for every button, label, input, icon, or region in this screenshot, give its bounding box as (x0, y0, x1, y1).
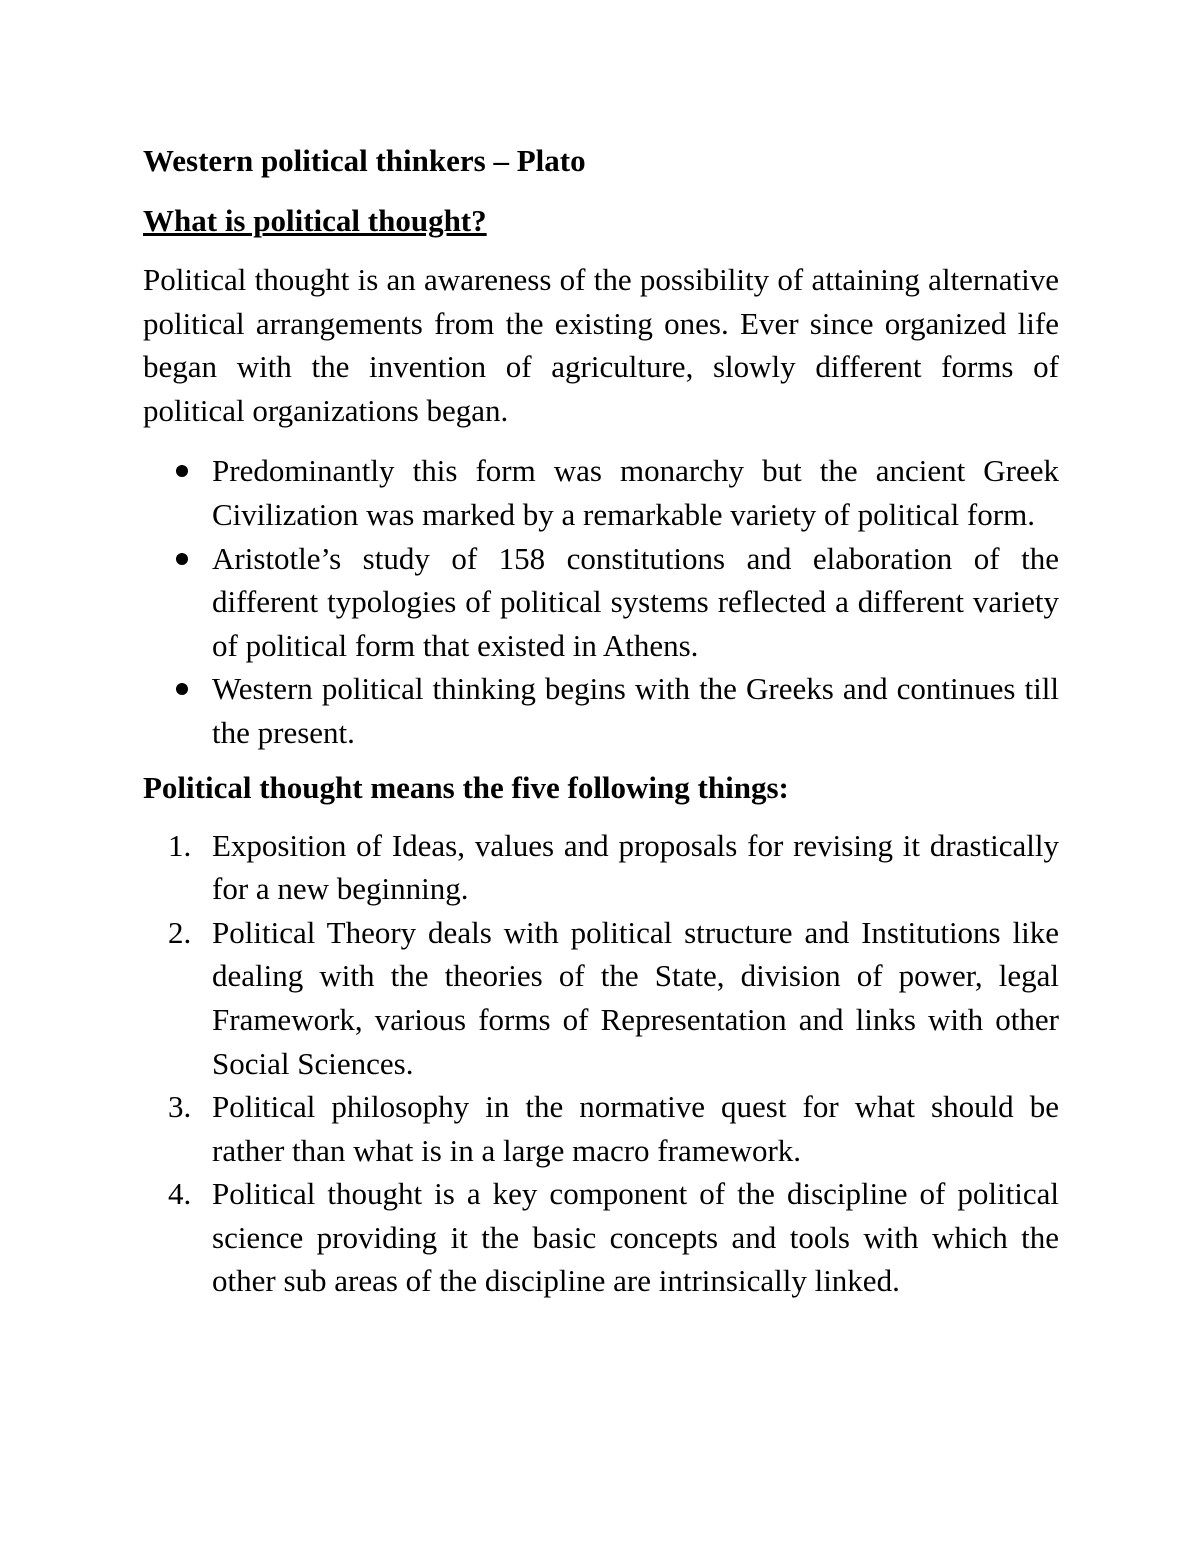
list-item (143, 667, 1059, 754)
list-item-text: Political Theory deals with political structure and Institutions like dealing with the theories of the State, division of power, legal Framework, various forms of Representation and links with other Social Sciences. (212, 914, 1059, 1081)
list-item (143, 824, 1059, 911)
list-number: 2. (168, 914, 192, 950)
list-number: 3. (168, 1089, 192, 1125)
list-item-text: Western political thinking begins with the Greeks and continues till the present. (212, 671, 1059, 750)
list-item-text: Political philosophy in the normative quest for what should be rather than what is in a large macro framework. (212, 1089, 1059, 1168)
list-item (143, 449, 1059, 536)
document-title: Western political thinkers – Plato (143, 143, 586, 178)
list-item (143, 1172, 1059, 1303)
list-item-text: Political thought is a key component of the discipline of political science providing it the basic concepts and tools with which the other sub areas of the discipline are intrinsically linked. (212, 1176, 1059, 1299)
list-item-text: Predominantly this form was monarchy but the ancient Greek Civilization was marked by a remarkable variety of political form. (212, 453, 1059, 532)
section-heading-what-is-political-thought: What is political thought? (143, 203, 487, 238)
bullet-icon (176, 683, 188, 695)
list-number: 4. (168, 1176, 192, 1212)
intro-paragraph: Political thought is an awareness of the possibility of attaining alternative political arrangements from the existing ones. Ever since organized life began with the invention of agriculture, slowly different forms of political organizations began. (143, 262, 1059, 428)
numbered-list (143, 824, 1059, 1304)
section-heading-five-things: Political thought means the five following things: (143, 769, 789, 805)
list-item (143, 537, 1059, 668)
document-page (143, 138, 1059, 1303)
list-item (143, 911, 1059, 1085)
list-item-text: Exposition of Ideas, values and proposals for revising it drastically for a new beginning. (212, 827, 1059, 907)
bullet-icon (176, 465, 188, 477)
bullet-icon (176, 553, 188, 565)
list-item (143, 1085, 1059, 1172)
bullet-list (143, 449, 1059, 754)
list-number: 1. (168, 827, 192, 863)
list-item-text: Aristotle’s study of 158 constitutions and elaboration of the different typologies of political systems reflected a different variety of political form that existed in Athens. (212, 540, 1059, 663)
